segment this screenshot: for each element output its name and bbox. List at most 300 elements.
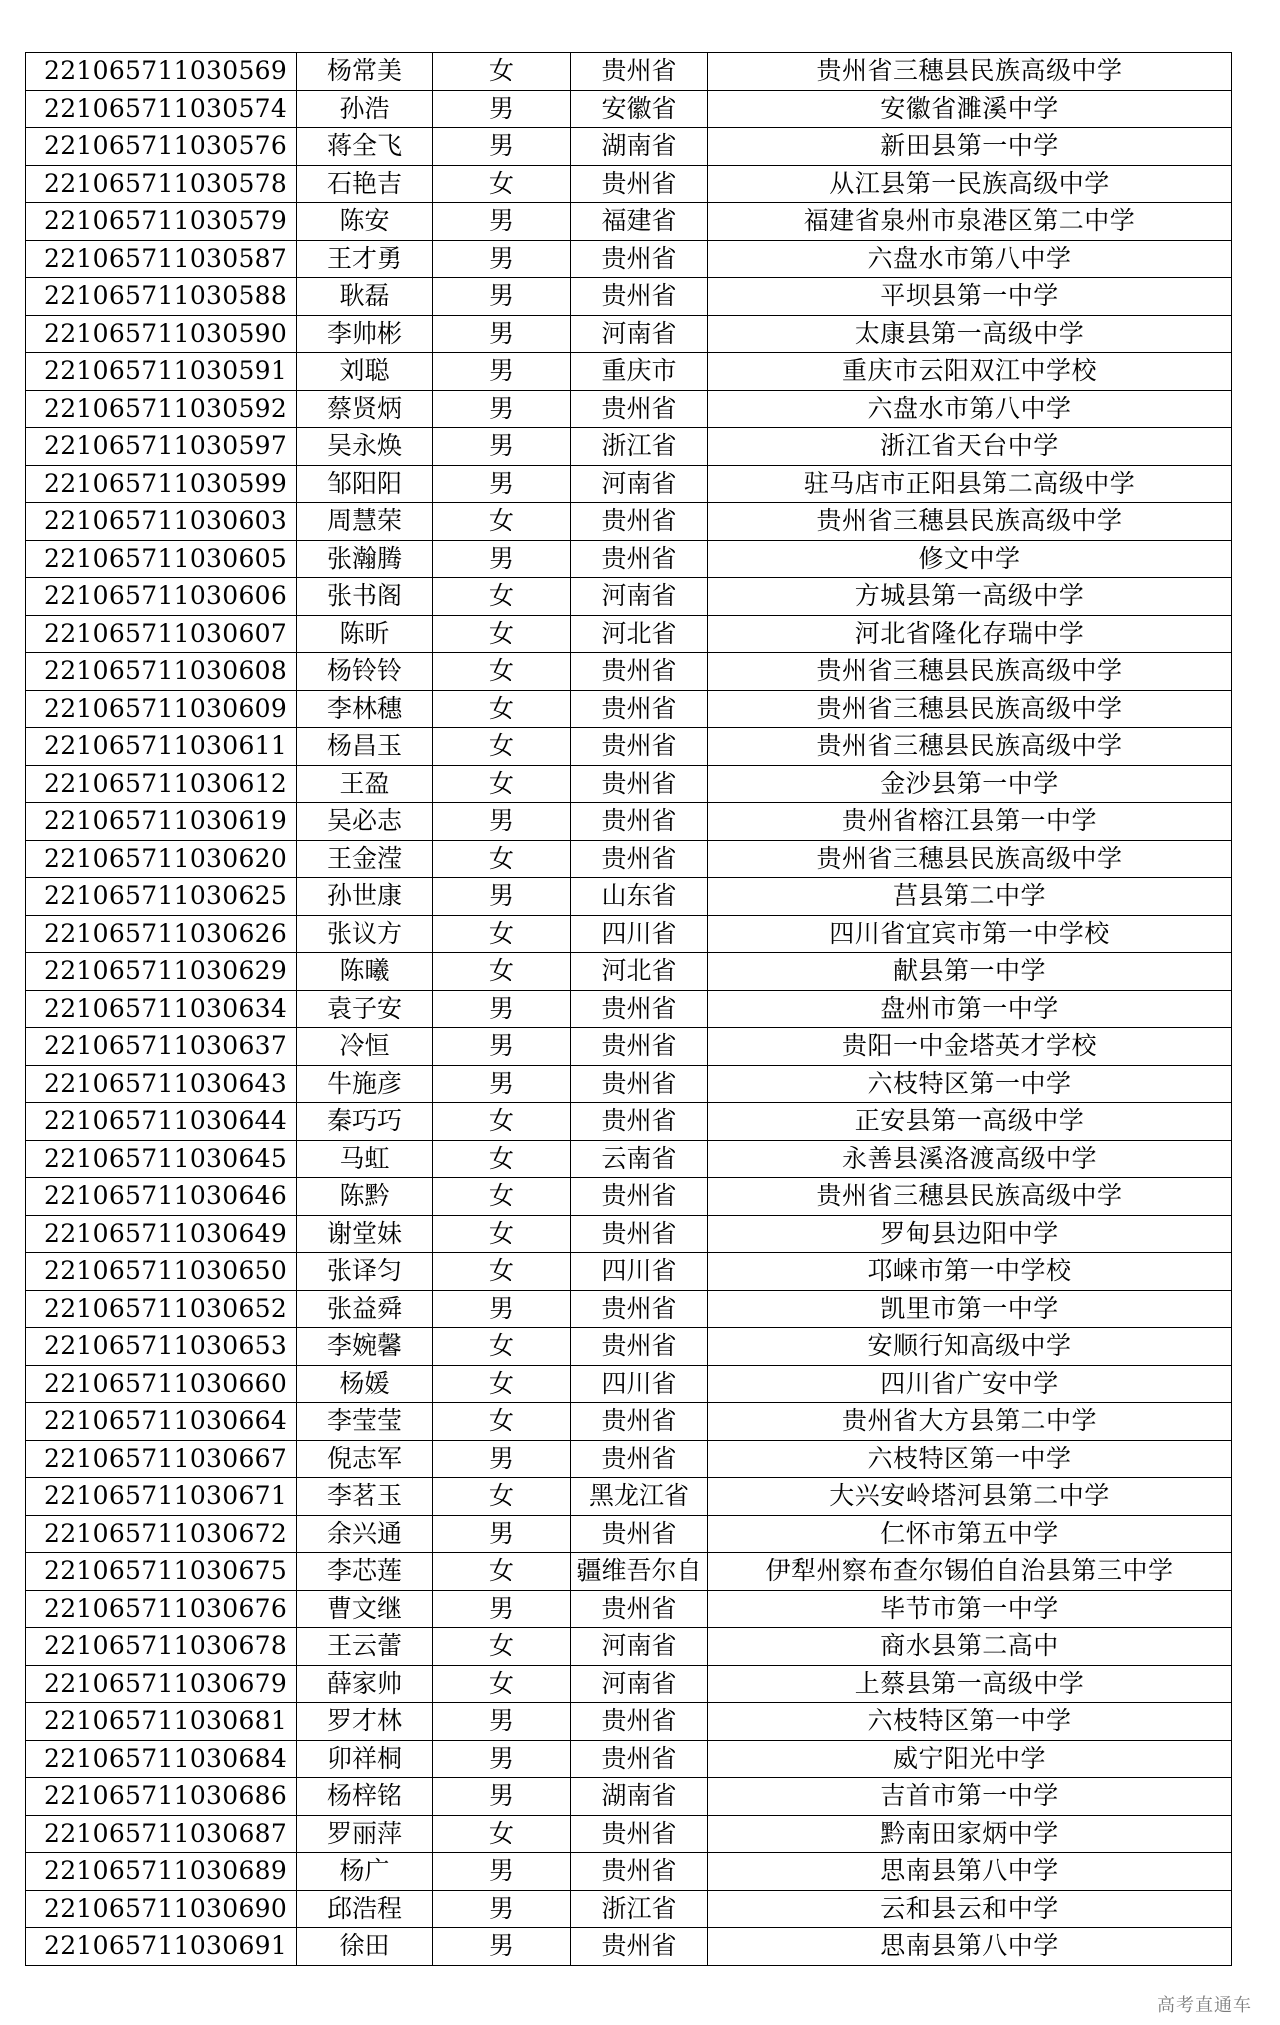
name-cell: 李婉馨 (297, 1328, 433, 1366)
province-cell: 贵州省 (571, 53, 708, 91)
candidate-id-cell: 221065711030660 (26, 1365, 297, 1403)
name-cell: 袁子安 (297, 990, 433, 1028)
name-cell: 张益舜 (297, 1290, 433, 1328)
province-cell: 贵州省 (571, 1740, 708, 1778)
gender-cell: 女 (433, 1403, 571, 1441)
province-cell: 贵州省 (571, 503, 708, 541)
gender-cell: 女 (433, 1628, 571, 1666)
school-cell: 贵州省三穗县民族高级中学 (708, 1178, 1232, 1216)
gender-cell: 男 (433, 1740, 571, 1778)
gender-cell: 男 (433, 540, 571, 578)
candidate-id-cell: 221065711030678 (26, 1628, 297, 1666)
name-cell: 谢堂妹 (297, 1215, 433, 1253)
candidate-id-cell: 221065711030684 (26, 1740, 297, 1778)
province-cell: 四川省 (571, 915, 708, 953)
province-cell: 贵州省 (571, 540, 708, 578)
province-cell: 福建省 (571, 203, 708, 241)
school-cell: 黔南田家炳中学 (708, 1815, 1232, 1853)
gender-cell: 男 (433, 90, 571, 128)
name-cell: 张书阁 (297, 578, 433, 616)
candidate-id-cell: 221065711030625 (26, 878, 297, 916)
province-cell: 河南省 (571, 578, 708, 616)
school-cell: 永善县溪洛渡高级中学 (708, 1140, 1232, 1178)
gender-cell: 女 (433, 165, 571, 203)
candidate-id-cell: 221065711030653 (26, 1328, 297, 1366)
name-cell: 杨铃铃 (297, 653, 433, 691)
gender-cell: 男 (433, 1028, 571, 1066)
gender-cell: 男 (433, 1515, 571, 1553)
table-row (26, 1778, 1232, 1816)
province-cell: 贵州省 (571, 1178, 708, 1216)
school-cell: 安顺行知高级中学 (708, 1328, 1232, 1366)
school-cell: 六枝特区第一中学 (708, 1440, 1232, 1478)
name-cell: 吴必志 (297, 803, 433, 841)
candidate-id-cell: 221065711030592 (26, 390, 297, 428)
candidate-id-cell: 221065711030667 (26, 1440, 297, 1478)
school-cell: 盘州市第一中学 (708, 990, 1232, 1028)
province-cell: 贵州省 (571, 990, 708, 1028)
province-cell: 四川省 (571, 1365, 708, 1403)
candidate-id-cell: 221065711030609 (26, 690, 297, 728)
gender-cell: 男 (433, 1703, 571, 1741)
gender-cell: 女 (433, 1365, 571, 1403)
name-cell: 邱浩程 (297, 1890, 433, 1928)
province-cell: 贵州省 (571, 1590, 708, 1628)
name-cell: 张译匀 (297, 1253, 433, 1291)
school-cell: 伊犁州察布查尔锡伯自治县第三中学 (708, 1553, 1232, 1591)
name-cell: 李帅彬 (297, 315, 433, 353)
school-cell: 思南县第八中学 (708, 1928, 1232, 1966)
gender-cell: 男 (433, 1778, 571, 1816)
gender-cell: 女 (433, 1665, 571, 1703)
table-row (26, 1253, 1232, 1291)
school-cell: 六盘水市第八中学 (708, 390, 1232, 428)
name-cell: 王盈 (297, 765, 433, 803)
name-cell: 曹文继 (297, 1590, 433, 1628)
school-cell: 贵州省三穗县民族高级中学 (708, 53, 1232, 91)
table-row (26, 165, 1232, 203)
gender-cell: 男 (433, 315, 571, 353)
school-cell: 献县第一中学 (708, 953, 1232, 991)
student-roster-table (25, 52, 1232, 1966)
candidate-id-cell: 221065711030599 (26, 465, 297, 503)
province-cell: 云南省 (571, 1140, 708, 1178)
table-row (26, 353, 1232, 391)
table-row (26, 1553, 1232, 1591)
name-cell: 李莹莹 (297, 1403, 433, 1441)
school-cell: 安徽省濉溪中学 (708, 90, 1232, 128)
school-cell: 上蔡县第一高级中学 (708, 1665, 1232, 1703)
name-cell: 余兴通 (297, 1515, 433, 1553)
candidate-id-cell: 221065711030650 (26, 1253, 297, 1291)
candidate-id-cell: 221065711030643 (26, 1065, 297, 1103)
roster-sheet (25, 52, 1231, 1966)
candidate-id-cell: 221065711030690 (26, 1890, 297, 1928)
school-cell: 邛崃市第一中学校 (708, 1253, 1232, 1291)
school-cell: 吉首市第一中学 (708, 1778, 1232, 1816)
gender-cell: 女 (433, 1478, 571, 1516)
name-cell: 秦巧巧 (297, 1103, 433, 1141)
gender-cell: 女 (433, 1103, 571, 1141)
gender-cell: 女 (433, 953, 571, 991)
name-cell: 孙浩 (297, 90, 433, 128)
school-cell: 云和县云和中学 (708, 1890, 1232, 1928)
province-cell: 贵州省 (571, 1403, 708, 1441)
province-cell: 河南省 (571, 315, 708, 353)
province-cell: 疆维吾尔自 (571, 1553, 708, 1591)
school-cell: 正安县第一高级中学 (708, 1103, 1232, 1141)
province-cell: 贵州省 (571, 1853, 708, 1891)
school-cell: 六枝特区第一中学 (708, 1065, 1232, 1103)
school-cell: 仁怀市第五中学 (708, 1515, 1232, 1553)
gender-cell: 女 (433, 1328, 571, 1366)
school-cell: 四川省广安中学 (708, 1365, 1232, 1403)
province-cell: 河北省 (571, 953, 708, 991)
table-row (26, 1028, 1232, 1066)
table-row (26, 428, 1232, 466)
province-cell: 黑龙江省 (571, 1478, 708, 1516)
name-cell: 罗丽萍 (297, 1815, 433, 1853)
school-cell: 贵州省大方县第二中学 (708, 1403, 1232, 1441)
gender-cell: 女 (433, 1178, 571, 1216)
gender-cell: 女 (433, 53, 571, 91)
table-row (26, 1853, 1232, 1891)
table-row (26, 1440, 1232, 1478)
province-cell: 贵州省 (571, 690, 708, 728)
name-cell: 孙世康 (297, 878, 433, 916)
gender-cell: 女 (433, 578, 571, 616)
gender-cell: 男 (433, 878, 571, 916)
name-cell: 耿磊 (297, 278, 433, 316)
table-row (26, 1290, 1232, 1328)
school-cell: 金沙县第一中学 (708, 765, 1232, 803)
table-row (26, 240, 1232, 278)
table-row (26, 690, 1232, 728)
gender-cell: 女 (433, 1815, 571, 1853)
province-cell: 浙江省 (571, 1890, 708, 1928)
table-row (26, 1103, 1232, 1141)
candidate-id-cell: 221065711030606 (26, 578, 297, 616)
gender-cell: 男 (433, 1065, 571, 1103)
gender-cell: 男 (433, 390, 571, 428)
province-cell: 重庆市 (571, 353, 708, 391)
table-row (26, 465, 1232, 503)
school-cell: 毕节市第一中学 (708, 1590, 1232, 1628)
name-cell: 蒋全飞 (297, 128, 433, 166)
gender-cell: 男 (433, 1290, 571, 1328)
school-cell: 平坝县第一中学 (708, 278, 1232, 316)
table-row (26, 990, 1232, 1028)
candidate-id-cell: 221065711030652 (26, 1290, 297, 1328)
province-cell: 贵州省 (571, 1515, 708, 1553)
table-row (26, 1928, 1232, 1966)
gender-cell: 男 (433, 240, 571, 278)
name-cell: 张瀚腾 (297, 540, 433, 578)
name-cell: 王云蕾 (297, 1628, 433, 1666)
table-row (26, 1365, 1232, 1403)
gender-cell: 女 (433, 615, 571, 653)
name-cell: 刘聪 (297, 353, 433, 391)
school-cell: 思南县第八中学 (708, 1853, 1232, 1891)
school-cell: 贵州省三穗县民族高级中学 (708, 840, 1232, 878)
school-cell: 从江县第一民族高级中学 (708, 165, 1232, 203)
school-cell: 威宁阳光中学 (708, 1740, 1232, 1778)
province-cell: 贵州省 (571, 1215, 708, 1253)
school-cell: 方城县第一高级中学 (708, 578, 1232, 616)
gender-cell: 男 (433, 353, 571, 391)
province-cell: 贵州省 (571, 1290, 708, 1328)
gender-cell: 男 (433, 1853, 571, 1891)
candidate-id-cell: 221065711030689 (26, 1853, 297, 1891)
candidate-id-cell: 221065711030686 (26, 1778, 297, 1816)
candidate-id-cell: 221065711030645 (26, 1140, 297, 1178)
name-cell: 张议方 (297, 915, 433, 953)
table-row (26, 1403, 1232, 1441)
name-cell: 薛家帅 (297, 1665, 433, 1703)
province-cell: 贵州省 (571, 1103, 708, 1141)
name-cell: 周慧荣 (297, 503, 433, 541)
candidate-id-cell: 221065711030590 (26, 315, 297, 353)
name-cell: 李茗玉 (297, 1478, 433, 1516)
name-cell: 李林穗 (297, 690, 433, 728)
candidate-id-cell: 221065711030671 (26, 1478, 297, 1516)
candidate-id-cell: 221065711030629 (26, 953, 297, 991)
province-cell: 贵州省 (571, 840, 708, 878)
candidate-id-cell: 221065711030578 (26, 165, 297, 203)
candidate-id-cell: 221065711030676 (26, 1590, 297, 1628)
name-cell: 邹阳阳 (297, 465, 433, 503)
province-cell: 贵州省 (571, 1065, 708, 1103)
school-cell: 罗甸县边阳中学 (708, 1215, 1232, 1253)
gender-cell: 男 (433, 1890, 571, 1928)
gender-cell: 男 (433, 803, 571, 841)
table-row (26, 803, 1232, 841)
school-cell: 浙江省天台中学 (708, 428, 1232, 466)
name-cell: 杨广 (297, 1853, 433, 1891)
name-cell: 杨媛 (297, 1365, 433, 1403)
name-cell: 牛施彦 (297, 1065, 433, 1103)
table-row (26, 653, 1232, 691)
province-cell: 贵州省 (571, 1703, 708, 1741)
table-row (26, 578, 1232, 616)
table-row (26, 1890, 1232, 1928)
name-cell: 卯祥桐 (297, 1740, 433, 1778)
candidate-id-cell: 221065711030591 (26, 353, 297, 391)
gender-cell: 男 (433, 128, 571, 166)
name-cell: 吴永焕 (297, 428, 433, 466)
province-cell: 贵州省 (571, 278, 708, 316)
school-cell: 福建省泉州市泉港区第二中学 (708, 203, 1232, 241)
school-cell: 新田县第一中学 (708, 128, 1232, 166)
school-cell: 太康县第一高级中学 (708, 315, 1232, 353)
table-row (26, 1178, 1232, 1216)
school-cell: 凯里市第一中学 (708, 1290, 1232, 1328)
candidate-id-cell: 221065711030611 (26, 728, 297, 766)
name-cell: 杨常美 (297, 53, 433, 91)
province-cell: 贵州省 (571, 1028, 708, 1066)
gender-cell: 女 (433, 1140, 571, 1178)
table-row (26, 128, 1232, 166)
name-cell: 冷恒 (297, 1028, 433, 1066)
school-cell: 贵州省榕江县第一中学 (708, 803, 1232, 841)
table-row (26, 1478, 1232, 1516)
table-row (26, 390, 1232, 428)
gender-cell: 男 (433, 203, 571, 241)
table-row (26, 1215, 1232, 1253)
candidate-id-cell: 221065711030626 (26, 915, 297, 953)
gender-cell: 男 (433, 278, 571, 316)
gender-cell: 女 (433, 915, 571, 953)
province-cell: 湖南省 (571, 128, 708, 166)
gender-cell: 女 (433, 690, 571, 728)
name-cell: 陈安 (297, 203, 433, 241)
school-cell: 莒县第二中学 (708, 878, 1232, 916)
table-row (26, 878, 1232, 916)
table-row (26, 1515, 1232, 1553)
gender-cell: 男 (433, 990, 571, 1028)
province-cell: 四川省 (571, 1253, 708, 1291)
gender-cell: 男 (433, 1928, 571, 1966)
table-row (26, 1590, 1232, 1628)
candidate-id-cell: 221065711030619 (26, 803, 297, 841)
table-row (26, 1065, 1232, 1103)
candidate-id-cell: 221065711030634 (26, 990, 297, 1028)
name-cell: 陈昕 (297, 615, 433, 653)
candidate-id-cell: 221065711030569 (26, 53, 297, 91)
school-cell: 六盘水市第八中学 (708, 240, 1232, 278)
name-cell: 王才勇 (297, 240, 433, 278)
table-row (26, 90, 1232, 128)
gender-cell: 女 (433, 653, 571, 691)
name-cell: 石艳吉 (297, 165, 433, 203)
province-cell: 安徽省 (571, 90, 708, 128)
candidate-id-cell: 221065711030672 (26, 1515, 297, 1553)
table-row (26, 953, 1232, 991)
candidate-id-cell: 221065711030579 (26, 203, 297, 241)
table-row (26, 503, 1232, 541)
province-cell: 河南省 (571, 1665, 708, 1703)
roster-body (26, 53, 1232, 1966)
name-cell: 王金滢 (297, 840, 433, 878)
school-cell: 贵州省三穗县民族高级中学 (708, 728, 1232, 766)
school-cell: 贵州省三穗县民族高级中学 (708, 690, 1232, 728)
province-cell: 贵州省 (571, 728, 708, 766)
province-cell: 贵州省 (571, 1440, 708, 1478)
table-row (26, 1665, 1232, 1703)
name-cell: 李芯莲 (297, 1553, 433, 1591)
name-cell: 陈黔 (297, 1178, 433, 1216)
school-cell: 六枝特区第一中学 (708, 1703, 1232, 1741)
table-row (26, 203, 1232, 241)
candidate-id-cell: 221065711030691 (26, 1928, 297, 1966)
gender-cell: 男 (433, 1440, 571, 1478)
table-row (26, 315, 1232, 353)
candidate-id-cell: 221065711030603 (26, 503, 297, 541)
name-cell: 徐田 (297, 1928, 433, 1966)
province-cell: 贵州省 (571, 165, 708, 203)
candidate-id-cell: 221065711030587 (26, 240, 297, 278)
province-cell: 贵州省 (571, 1928, 708, 1966)
candidate-id-cell: 221065711030637 (26, 1028, 297, 1066)
province-cell: 贵州省 (571, 765, 708, 803)
province-cell: 河南省 (571, 465, 708, 503)
school-cell: 商水县第二高中 (708, 1628, 1232, 1666)
province-cell: 浙江省 (571, 428, 708, 466)
table-row (26, 915, 1232, 953)
school-cell: 大兴安岭塔河县第二中学 (708, 1478, 1232, 1516)
gender-cell: 女 (433, 1215, 571, 1253)
school-cell: 河北省隆化存瑞中学 (708, 615, 1232, 653)
gender-cell: 女 (433, 1553, 571, 1591)
name-cell: 蔡贤炳 (297, 390, 433, 428)
table-row (26, 1815, 1232, 1853)
table-row (26, 765, 1232, 803)
candidate-id-cell: 221065711030612 (26, 765, 297, 803)
province-cell: 河北省 (571, 615, 708, 653)
table-row (26, 615, 1232, 653)
candidate-id-cell: 221065711030608 (26, 653, 297, 691)
table-row (26, 1740, 1232, 1778)
candidate-id-cell: 221065711030588 (26, 278, 297, 316)
gender-cell: 女 (433, 765, 571, 803)
province-cell: 河南省 (571, 1628, 708, 1666)
gender-cell: 男 (433, 1590, 571, 1628)
province-cell: 贵州省 (571, 390, 708, 428)
candidate-id-cell: 221065711030574 (26, 90, 297, 128)
province-cell: 贵州省 (571, 653, 708, 691)
candidate-id-cell: 221065711030649 (26, 1215, 297, 1253)
table-row (26, 53, 1232, 91)
candidate-id-cell: 221065711030644 (26, 1103, 297, 1141)
name-cell: 马虹 (297, 1140, 433, 1178)
gender-cell: 女 (433, 728, 571, 766)
table-row (26, 278, 1232, 316)
candidate-id-cell: 221065711030681 (26, 1703, 297, 1741)
candidate-id-cell: 221065711030664 (26, 1403, 297, 1441)
gender-cell: 男 (433, 465, 571, 503)
candidate-id-cell: 221065711030646 (26, 1178, 297, 1216)
school-cell: 贵阳一中金塔英才学校 (708, 1028, 1232, 1066)
candidate-id-cell: 221065711030679 (26, 1665, 297, 1703)
province-cell: 贵州省 (571, 1328, 708, 1366)
candidate-id-cell: 221065711030576 (26, 128, 297, 166)
gender-cell: 女 (433, 503, 571, 541)
table-row (26, 728, 1232, 766)
gender-cell: 男 (433, 428, 571, 466)
candidate-id-cell: 221065711030675 (26, 1553, 297, 1591)
watermark-text: 高考直通车 (1157, 1995, 1252, 2016)
table-row (26, 840, 1232, 878)
candidate-id-cell: 221065711030605 (26, 540, 297, 578)
school-cell: 修文中学 (708, 540, 1232, 578)
table-row (26, 1628, 1232, 1666)
candidate-id-cell: 221065711030620 (26, 840, 297, 878)
name-cell: 罗才林 (297, 1703, 433, 1741)
gender-cell: 女 (433, 840, 571, 878)
school-cell: 四川省宜宾市第一中学校 (708, 915, 1232, 953)
candidate-id-cell: 221065711030687 (26, 1815, 297, 1853)
table-row (26, 1140, 1232, 1178)
table-row (26, 540, 1232, 578)
province-cell: 贵州省 (571, 240, 708, 278)
province-cell: 山东省 (571, 878, 708, 916)
table-row (26, 1703, 1232, 1741)
name-cell: 杨梓铭 (297, 1778, 433, 1816)
province-cell: 贵州省 (571, 803, 708, 841)
name-cell: 杨昌玉 (297, 728, 433, 766)
school-cell: 重庆市云阳双江中学校 (708, 353, 1232, 391)
gender-cell: 女 (433, 1253, 571, 1291)
